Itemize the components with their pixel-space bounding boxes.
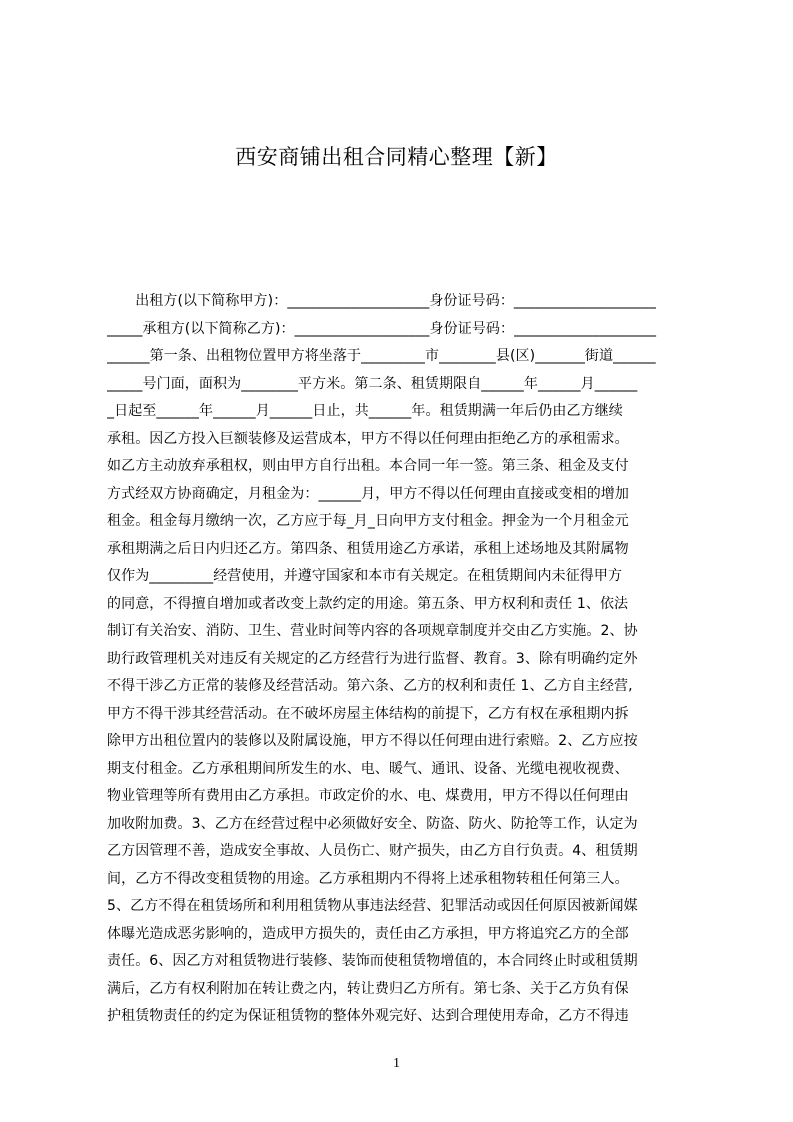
text-line: _____承租方(以下简称乙方)：___________________身份证号码：____________________ bbox=[107, 320, 657, 337]
text-line: _____号门面，面积为________平方米。第二条、租赁期限自______年______月______ bbox=[107, 375, 638, 392]
text-line: 方式经双方协商确定，月租金为：______月，甲方不得以任何理由直接或变相的增加 bbox=[107, 485, 629, 502]
document-title: 西安商铺出租合同精心整理【新】 bbox=[235, 145, 558, 169]
text-line: 加收附加费。3、乙方在经营过程中必须做好安全、防盗、防火、防抢等工作，认定为 bbox=[107, 815, 638, 832]
text-line: 责任。6、因乙方对租赁物进行装修、装饰而使租赁物增值的，本合同终止时或租赁期 bbox=[107, 953, 638, 969]
text-line: 如乙方主动放弃承租权，则由甲方自行出租。本合同一年一签。第三条、租金及支付 bbox=[107, 458, 629, 474]
text-line: 甲方不得干涉其经营活动。在不破坏房屋主体结构的前提下，乙方有权在承租期内拆 bbox=[107, 705, 629, 722]
text-line: 间，乙方不得改变租赁物的用途。乙方承租期内不得将上述承租物转租任何第三人。 bbox=[107, 870, 629, 887]
page-number: 1 bbox=[393, 1056, 400, 1071]
text-line: 的同意，不得擅自增加或者改变上款约定的用途。第五条、甲方权利和责任 1、依法 bbox=[107, 595, 629, 612]
text-line: 满后，乙方有权利附加在转让费之内，转让费归乙方所有。第七条、关于乙方负有保 bbox=[107, 980, 629, 997]
text-line: _日起至______年______月______日止，共______年。租赁期满一年后仍由乙方继续 bbox=[107, 403, 623, 419]
text-line: 护租赁物责任的约定为保证租赁物的整体外观完好、达到合理使用寿命，乙方不得违 bbox=[107, 1008, 629, 1024]
text-line: 仅作为_________经营使用，并遵守国家和本市有关规定。在租赁期间内未征得甲方 bbox=[107, 568, 623, 584]
text-line: 助行政管理机关对违反有关规定的乙方经营行为进行监督、教育。3、除有明确约定外 bbox=[107, 650, 638, 667]
text-line: 租金。租金每月缴纳一次，乙方应于每_月_日向甲方支付租金。押金为一个月租金元 bbox=[107, 513, 629, 529]
text-line: 承租。因乙方投入巨额装修及运营成本，甲方不得以任何理由拒绝乙方的承租需求。 bbox=[107, 430, 629, 447]
text-line: 不得干涉乙方正常的装修及经营活动。第六条、乙方的权利和责任 1、乙方自主经营, bbox=[107, 678, 633, 694]
text-line: 承租期满之后日内归还乙方。第四条、租赁用途乙方承诺，承租上述场地及其附属物 bbox=[107, 540, 629, 557]
text-line: 期支付租金。乙方承租期间所发生的水、电、暖气、通讯、设备、光缆电视收视费、 bbox=[107, 760, 629, 777]
text-line: 制订有关治安、消防、卫生、营业时间等内容的各项规章制度并交由乙方实施。2、协 bbox=[107, 623, 638, 639]
text-line: 乙方因管理不善，造成安全事故、人员伤亡、财产损失，由乙方自行负责。4、租赁期 bbox=[107, 843, 638, 859]
text-line: 出租方(以下简称甲方)：____________________身份证号码：____________________ bbox=[107, 293, 656, 309]
text-line: 物业管理等所有费用由乙方承担。市政定价的水、电、煤费用，甲方不得以任何理由 bbox=[107, 788, 629, 804]
contract-body bbox=[107, 288, 699, 1031]
text-line: 除甲方出租位置内的装修以及附属设施，甲方不得以任何理由进行索赔。2、乙方应按 bbox=[107, 733, 638, 749]
text-line: 体曝光造成恶劣影响的，造成甲方损失的，责任由乙方承担，甲方将追究乙方的全部 bbox=[107, 925, 629, 942]
text-line: 5、乙方不得在租赁场所和利用租赁物从事违法经营、犯罪活动或因任何原因被新闻媒 bbox=[107, 898, 638, 914]
text-line: ______第一条、出租物位置甲方将坐落于_________市________县(区)_______街道______ bbox=[107, 348, 656, 364]
